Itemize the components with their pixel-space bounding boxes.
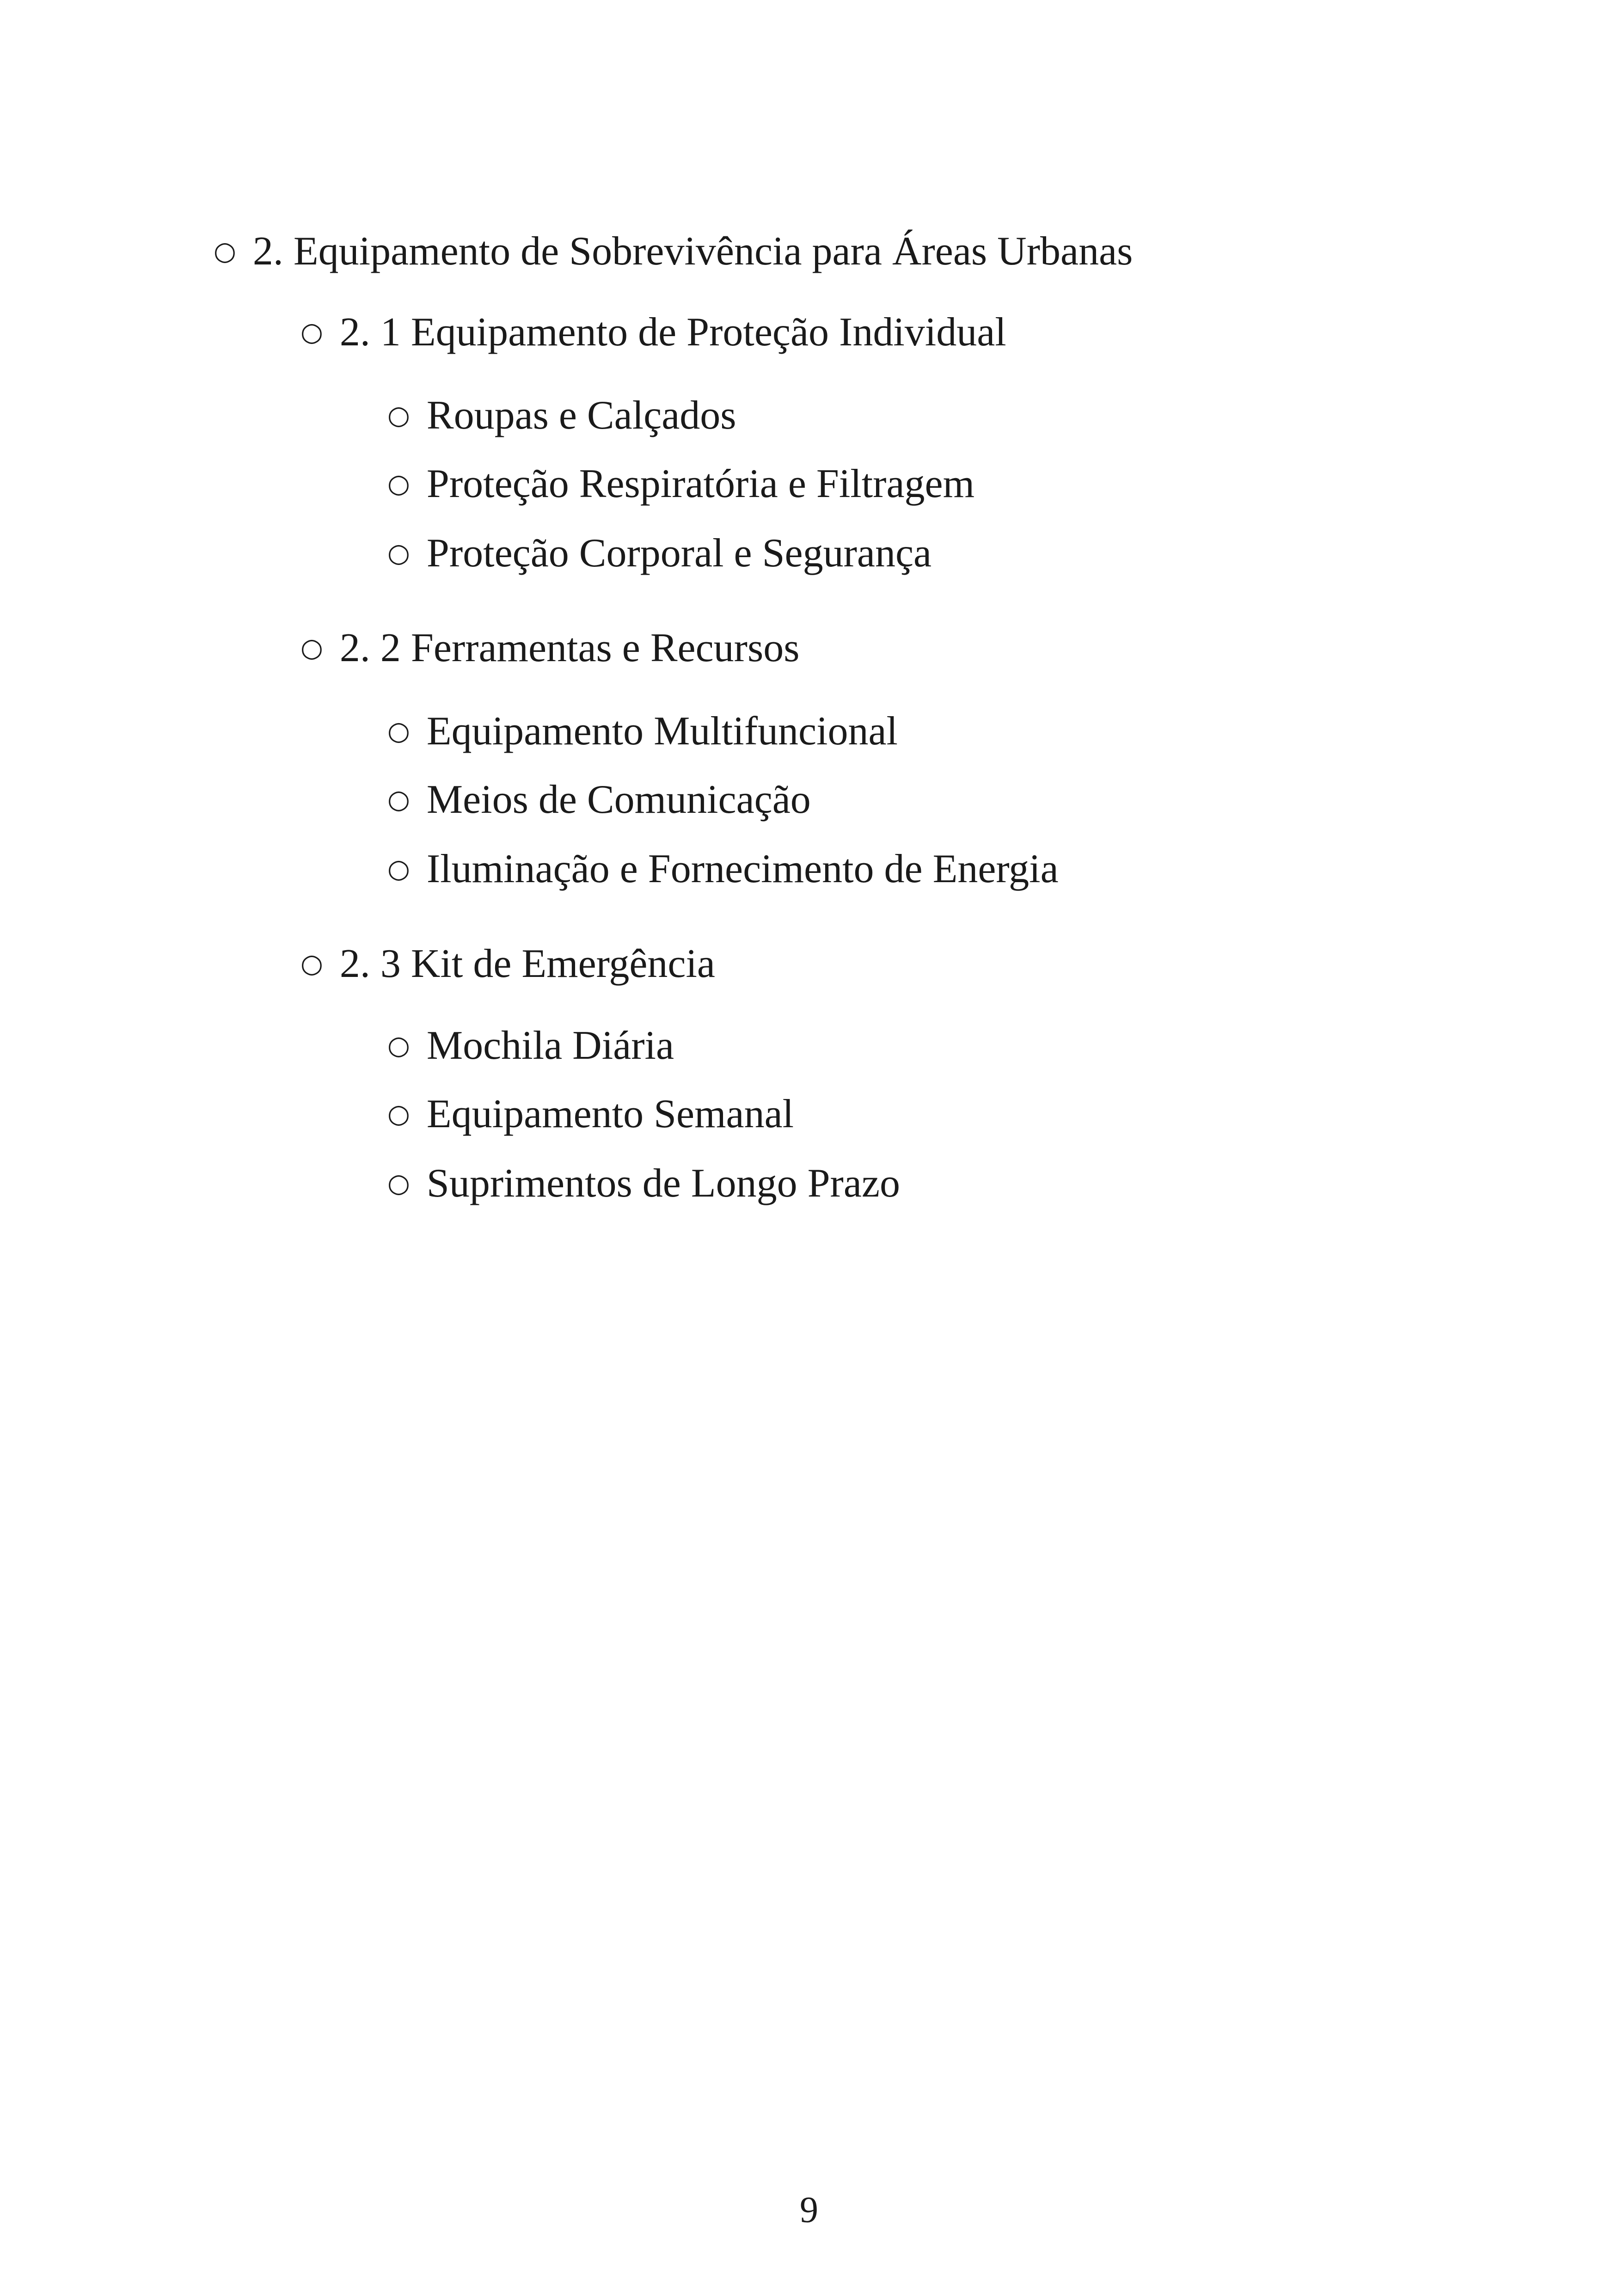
list-item bbox=[387, 711, 898, 752]
list-item bbox=[387, 533, 932, 574]
list-item-text: Equipamento Multifuncional bbox=[426, 709, 898, 754]
circle-bullet-icon: ○ bbox=[387, 716, 410, 746]
circle-bullet-icon: ○ bbox=[387, 1099, 410, 1129]
circle-bullet-icon: ○ bbox=[387, 785, 410, 815]
list-item-text: Equipamento Semanal bbox=[426, 1092, 794, 1136]
circle-bullet-icon: ○ bbox=[387, 854, 410, 884]
section-heading bbox=[214, 231, 1133, 272]
list-item bbox=[387, 1025, 674, 1066]
list-item-text: Mochila Diária bbox=[426, 1023, 674, 1068]
list-item-text: Roupas e Calçados bbox=[426, 393, 736, 438]
subsection-title: 2. 1 Equipamento de Proteção Individual bbox=[339, 310, 1006, 355]
list-item bbox=[387, 461, 975, 506]
list-item bbox=[387, 849, 1059, 890]
subsection-heading bbox=[300, 941, 715, 986]
list-item-text: Suprimentos de Longo Prazo bbox=[426, 1161, 900, 1206]
circle-bullet-icon: ○ bbox=[387, 400, 410, 430]
list-item bbox=[387, 1094, 794, 1135]
page-number: 9 bbox=[800, 2190, 818, 2230]
list-item bbox=[387, 395, 736, 436]
subsection-heading bbox=[300, 628, 799, 669]
subsection-heading bbox=[300, 312, 1006, 353]
circle-bullet-icon: ○ bbox=[387, 1168, 410, 1198]
circle-bullet-icon: ○ bbox=[300, 633, 323, 663]
list-item bbox=[387, 1163, 900, 1204]
list-item bbox=[387, 777, 811, 822]
section-title: 2. Equipamento de Sobrevivência para Áreas Urbanas bbox=[252, 229, 1133, 274]
list-item-text: Meios de Comunicação bbox=[426, 777, 811, 822]
circle-bullet-icon: ○ bbox=[387, 469, 410, 499]
subsection-title: 2. 3 Kit de Emergência bbox=[339, 941, 715, 986]
circle-bullet-icon: ○ bbox=[300, 949, 323, 979]
circle-bullet-icon: ○ bbox=[387, 1031, 410, 1061]
circle-bullet-icon: ○ bbox=[300, 317, 323, 347]
list-item-text: Iluminação e Fornecimento de Energia bbox=[426, 847, 1059, 891]
circle-bullet-icon: ○ bbox=[387, 538, 410, 568]
circle-bullet-icon: ○ bbox=[214, 236, 236, 266]
list-item-text: Proteção Respiratória e Filtragem bbox=[426, 461, 975, 506]
subsection-title: 2. 2 Ferramentas e Recursos bbox=[339, 626, 800, 670]
list-item-text: Proteção Corporal e Segurança bbox=[426, 531, 932, 576]
